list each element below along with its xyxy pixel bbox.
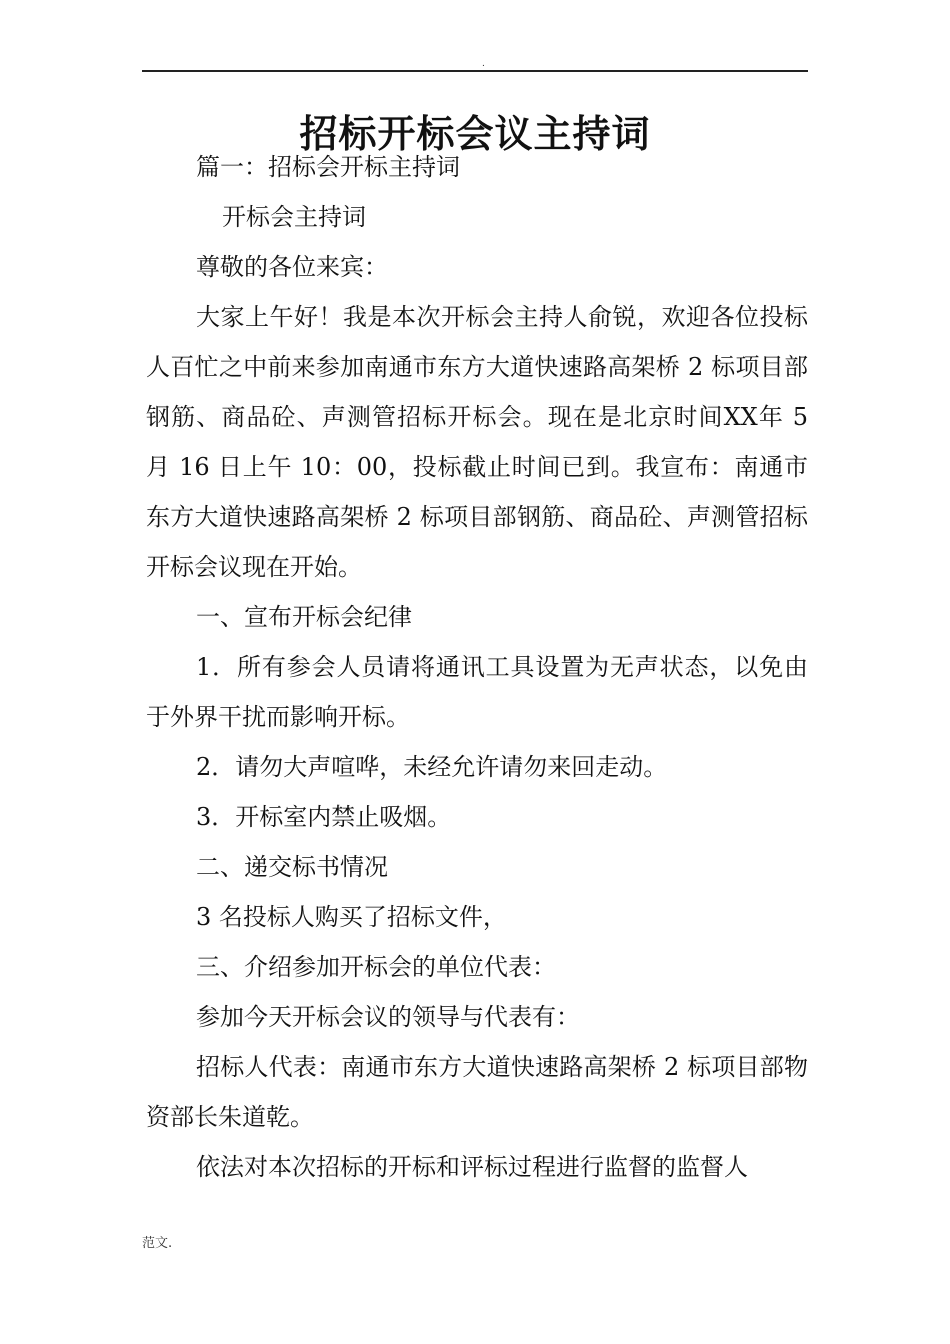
document-title: 招标开标会议主持词 — [299, 112, 651, 157]
bids-paragraph: 3 名投标人购买了招标文件， — [196, 903, 507, 931]
rule-item-3: 3．开标室内禁止吸烟。 — [196, 803, 452, 831]
representatives-intro: 参加今天开标会议的领导与代表有： — [196, 1003, 580, 1031]
section-heading-part-one: 篇一：招标会开标主持词 — [196, 153, 460, 181]
rule-item-2: 2．请勿大声喧哗，未经允许请勿来回走动。 — [196, 753, 668, 781]
footer-label: 范文. — [142, 1236, 173, 1251]
section-heading-bids: 二、递交标书情况 — [196, 853, 388, 881]
opening-paragraph: 大家上午好！我是本次开标会主持人俞锐，欢迎各位投标人百忙之中前来参加南通市东方大道快速路高架桥 2 标项目部钢筋、商品砼、声测管招标开标会。现在是北京时间XX年 5 月 16 日上午 10：00，投标截止时间已到。我宣布：南通市东方大道快速路高架桥 2 标项目部钢筋、商品砼、声测管招标开标会议现在开始。 — [146, 303, 808, 581]
supervisor-paragraph: 依法对本次招标的开标和评标过程进行监督的监督人 — [196, 1153, 748, 1181]
section-heading-discipline: 一、宣布开标会纪律 — [196, 603, 412, 631]
salutation: 尊敬的各位来宾： — [196, 253, 388, 281]
header-rule — [142, 70, 808, 72]
speech-title: 开标会主持词 — [222, 203, 366, 231]
header-mark: . — [482, 59, 485, 69]
section-heading-representatives: 三、介绍参加开标会的单位代表： — [196, 953, 556, 981]
tenderer-representative: 招标人代表：南通市东方大道快速路高架桥 2 标项目部物资部长朱道乾。 — [146, 1053, 808, 1131]
rule-item-1: 1．所有参会人员请将通讯工具设置为无声状态，以免由于外界干扰而影响开标。 — [146, 653, 808, 731]
document-body — [146, 142, 808, 1192]
